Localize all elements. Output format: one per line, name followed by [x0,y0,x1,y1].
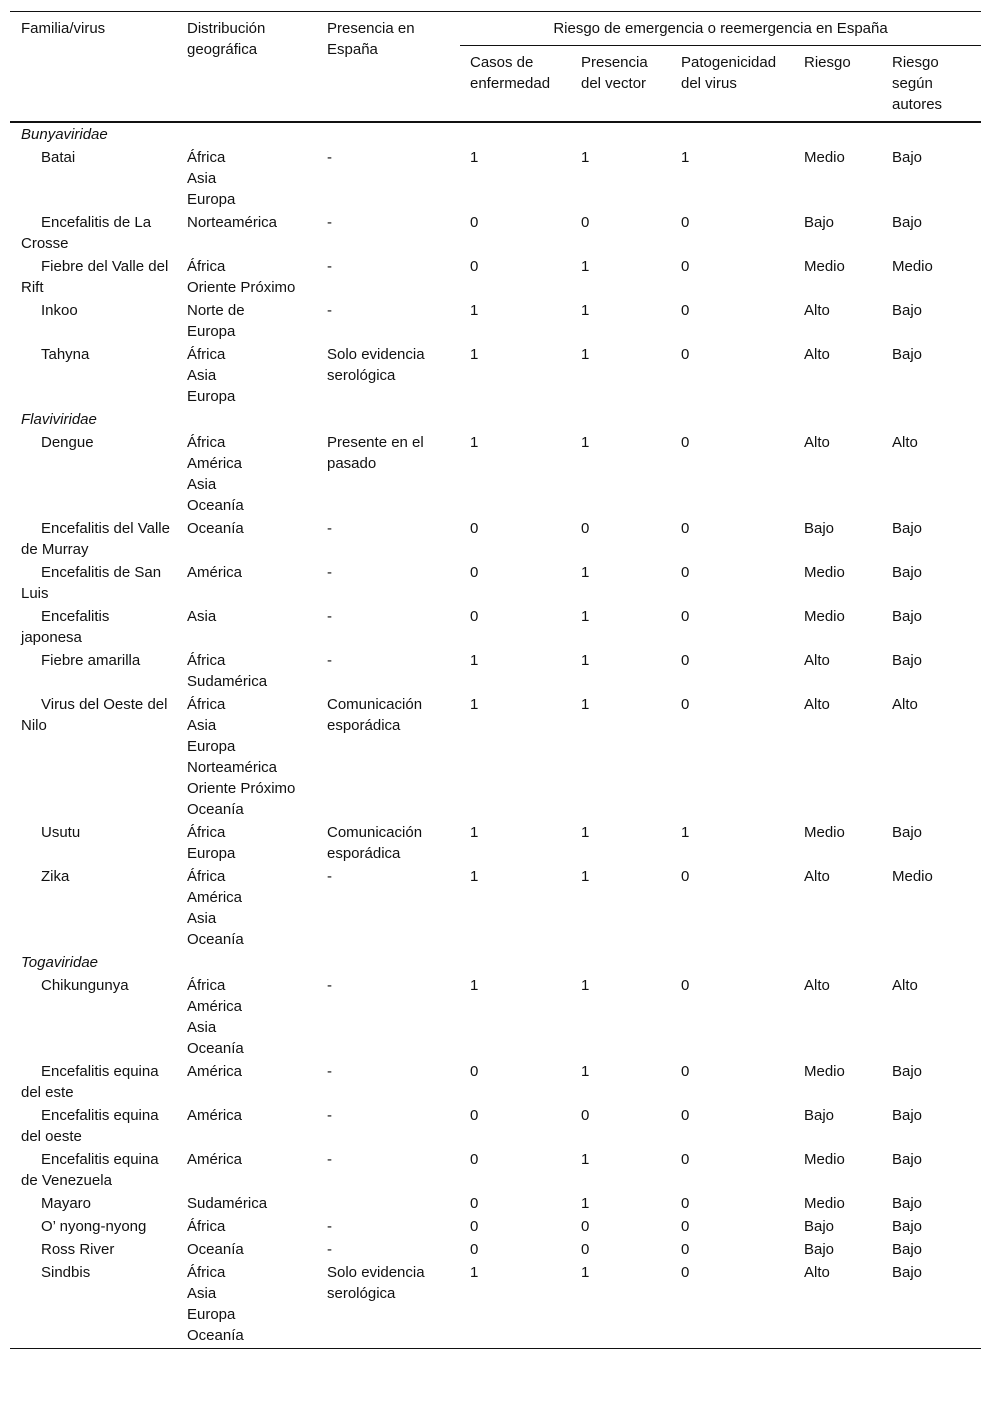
risk-authors-cell: Alto [892,434,918,451]
risk-cell: Alto [804,977,830,994]
distribution-cell [187,256,327,300]
distribution-cell [187,1193,327,1216]
table-row [10,822,981,866]
risk-cell: Bajo [804,520,835,537]
pathogenicity-cell: 0 [681,258,690,275]
cases-cell: 0 [470,564,479,581]
virus-name: Encefalitis de La Crosse [21,214,152,252]
cases-cell: 1 [470,149,479,166]
vector-cell: 0 [581,214,590,231]
presence-cell: - [327,608,332,625]
presence-cell: - [327,1107,332,1124]
region-item: Sudamérica [187,1195,268,1212]
region-item: África [187,977,226,994]
distribution-cell [187,1105,327,1149]
table-row [10,518,981,562]
header-risk-group: Riesgo de emergencia o reemergencia en España [460,12,981,46]
presence-cell: Presente en el pasado [327,434,424,472]
region-item: Europa [187,845,236,862]
table-header [10,12,981,123]
table-row [10,432,981,518]
risk-table-container [10,11,981,1349]
cases-cell: 0 [470,1218,479,1235]
risk-cell: Medio [804,608,845,625]
region-item: Europa [187,738,236,755]
region-item: Oceanía [187,1040,244,1057]
risk-cell: Alto [804,302,830,319]
header-distribution: Distribución geográfica [187,20,266,58]
distribution-cell [187,866,327,952]
virus-name: Batai [41,149,76,166]
distribution-cell [187,975,327,1061]
cases-cell: 1 [470,302,479,319]
cases-cell: 1 [470,824,479,841]
risk-cell: Medio [804,149,845,166]
distribution-cell [187,147,327,212]
region-item: África [187,824,226,841]
vector-cell: 1 [581,564,590,581]
table-row [10,694,981,822]
family-row [10,409,981,432]
header-risk-authors: Riesgo según autores [892,54,943,113]
distribution-cell [187,606,327,650]
cases-cell: 0 [470,1241,479,1258]
region-item: Asia [187,910,217,927]
virus-name: Mayaro [41,1195,92,1212]
risk-authors-cell: Bajo [892,652,923,669]
presence-cell: - [327,520,332,537]
distribution-cell [187,694,327,822]
cases-cell: 0 [470,258,479,275]
pathogenicity-cell: 0 [681,564,690,581]
region-item: América [187,1063,243,1080]
region-item: Oriente Próximo [187,279,296,296]
region-item: América [187,1151,243,1168]
table-row [10,147,981,212]
vector-cell: 1 [581,302,590,319]
region-item: Norteamérica [187,759,278,776]
header-presence: Presencia en España [327,20,415,58]
region-item: Norte de Europa [187,302,245,340]
risk-authors-cell: Bajo [892,1218,923,1235]
vector-cell: 0 [581,520,590,537]
table-row [10,650,981,694]
presence-cell: - [327,258,332,275]
pathogenicity-cell: 0 [681,868,690,885]
cases-cell: 0 [470,608,479,625]
risk-cell: Alto [804,346,830,363]
region-item: Sudamérica [187,673,268,690]
region-item: África [187,1264,226,1281]
cases-cell: 1 [470,346,479,363]
vector-cell: 1 [581,1195,590,1212]
presence-cell: - [327,977,332,994]
risk-authors-cell: Bajo [892,824,923,841]
vector-cell: 1 [581,977,590,994]
risk-cell: Medio [804,1195,845,1212]
header-vector: Presencia del vector [581,54,648,92]
distribution-cell [187,1239,327,1262]
distribution-cell [187,822,327,866]
table-row [10,256,981,300]
region-item: Oriente Próximo [187,780,296,797]
risk-cell: Alto [804,652,830,669]
virus-name: Zika [41,868,70,885]
risk-authors-cell: Bajo [892,608,923,625]
risk-authors-cell: Bajo [892,1151,923,1168]
virus-name: Dengue [41,434,94,451]
distribution-cell [187,300,327,344]
vector-cell: 0 [581,1241,590,1258]
presence-cell [327,1193,460,1216]
pathogenicity-cell: 0 [681,302,690,319]
region-item: Oceanía [187,801,244,818]
distribution-cell [187,1149,327,1193]
cases-cell: 0 [470,1107,479,1124]
virus-name: Fiebre amarilla [41,652,141,669]
region-item: África [187,696,226,713]
table-row [10,1216,981,1239]
vector-cell: 1 [581,608,590,625]
table-row [10,344,981,409]
cases-cell: 1 [470,977,479,994]
pathogenicity-cell: 0 [681,1264,690,1281]
cases-cell: 0 [470,1195,479,1212]
risk-authors-cell: Bajo [892,520,923,537]
pathogenicity-cell: 0 [681,977,690,994]
region-item: Oceanía [187,1241,244,1258]
region-item: Asia [187,717,217,734]
distribution-cell [187,518,327,562]
cases-cell: 1 [470,1264,479,1281]
cases-cell: 1 [470,434,479,451]
cases-cell: 0 [470,520,479,537]
virus-name: Ross River [41,1241,115,1258]
risk-cell: Bajo [804,214,835,231]
pathogenicity-cell: 0 [681,1151,690,1168]
cases-cell: 1 [470,652,479,669]
region-item: África [187,868,226,885]
vector-cell: 1 [581,1063,590,1080]
region-item: África [187,258,226,275]
virus-name: Encefalitis equina del este [21,1063,159,1101]
region-item: Asia [187,170,217,187]
risk-authors-cell: Alto [892,977,918,994]
virus-name: Encefalitis equina de Venezuela [21,1151,159,1189]
distribution-cell [187,1216,327,1239]
pathogenicity-cell: 0 [681,696,690,713]
pathogenicity-cell: 0 [681,434,690,451]
vector-cell: 1 [581,868,590,885]
cases-cell: 0 [470,1063,479,1080]
region-item: Asia [187,1285,217,1302]
pathogenicity-cell: 0 [681,608,690,625]
header-family: Familia/virus [21,20,106,37]
pathogenicity-cell: 0 [681,1241,690,1258]
region-item: África [187,434,226,451]
risk-authors-cell: Bajo [892,1063,923,1080]
region-item: Oceanía [187,931,244,948]
cases-cell: 1 [470,696,479,713]
table-row [10,1061,981,1105]
virus-name: Encefalitis japonesa [21,608,110,646]
region-item: África [187,149,226,166]
risk-authors-cell: Bajo [892,1264,923,1281]
risk-cell: Bajo [804,1218,835,1235]
virus-name: Encefalitis equina del oeste [21,1107,159,1145]
presence-cell: - [327,1151,332,1168]
risk-table [10,11,981,1349]
header-pathogenicity: Patogenicidad del virus [681,54,777,92]
presence-cell: - [327,214,332,231]
distribution-cell [187,562,327,606]
pathogenicity-cell: 0 [681,520,690,537]
distribution-cell [187,1262,327,1349]
region-item: Europa [187,191,236,208]
presence-cell: Solo evidencia serológica [327,346,425,384]
vector-cell: 1 [581,652,590,669]
risk-cell: Medio [804,258,845,275]
region-item: Asia [187,367,217,384]
risk-authors-cell: Alto [892,696,918,713]
risk-cell: Medio [804,1151,845,1168]
virus-name: Encefalitis de San Luis [21,564,162,602]
vector-cell: 1 [581,696,590,713]
region-item: África [187,1218,226,1235]
cases-cell: 1 [470,868,479,885]
risk-authors-cell: Bajo [892,149,923,166]
distribution-cell [187,1061,327,1105]
presence-cell: - [327,868,332,885]
pathogenicity-cell: 0 [681,1195,690,1212]
risk-authors-cell: Medio [892,868,933,885]
virus-name: Inkoo [41,302,78,319]
pathogenicity-cell: 1 [681,149,690,166]
vector-cell: 1 [581,346,590,363]
presence-cell: - [327,564,332,581]
table-row [10,212,981,256]
presence-cell: - [327,149,332,166]
virus-name: Fiebre del Valle del Rift [21,258,169,296]
region-item: Europa [187,388,236,405]
region-item: Norteamérica [187,214,278,231]
region-item: Asia [187,1019,217,1036]
risk-authors-cell: Bajo [892,564,923,581]
risk-authors-cell: Bajo [892,346,923,363]
risk-cell: Alto [804,868,830,885]
distribution-cell [187,212,327,256]
risk-authors-cell: Bajo [892,1195,923,1212]
table-row [10,562,981,606]
vector-cell: 0 [581,1107,590,1124]
vector-cell: 1 [581,434,590,451]
pathogenicity-cell: 0 [681,1063,690,1080]
region-item: América [187,1107,243,1124]
virus-name: O’ nyong-nyong [41,1218,147,1235]
cases-cell: 0 [470,214,479,231]
virus-name: Sindbis [41,1264,91,1281]
pathogenicity-cell: 0 [681,1218,690,1235]
risk-authors-cell: Bajo [892,1107,923,1124]
risk-authors-cell: Bajo [892,1241,923,1258]
risk-authors-cell: Medio [892,258,933,275]
table-row [10,300,981,344]
table-row [10,866,981,952]
presence-cell: - [327,652,332,669]
risk-cell: Alto [804,434,830,451]
region-item: América [187,889,243,906]
risk-cell: Bajo [804,1107,835,1124]
virus-name: Virus del Oeste del Nilo [21,696,168,734]
region-item: Oceanía [187,520,244,537]
table-row [10,606,981,650]
table-body [10,122,981,1349]
virus-name: Encefalitis del Valle de Murray [21,520,170,558]
risk-cell: Alto [804,696,830,713]
risk-cell: Bajo [804,1241,835,1258]
cases-cell: 0 [470,1151,479,1168]
presence-cell: Solo evidencia serológica [327,1264,425,1302]
pathogenicity-cell: 0 [681,214,690,231]
region-item: América [187,455,243,472]
region-item: Asia [187,476,217,493]
region-item: América [187,564,243,581]
risk-authors-cell: Bajo [892,214,923,231]
presence-cell: Comunicación esporádica [327,824,423,862]
distribution-cell [187,650,327,694]
risk-authors-cell: Bajo [892,302,923,319]
table-row [10,1239,981,1262]
region-item: Europa [187,1306,236,1323]
vector-cell: 1 [581,149,590,166]
virus-name: Usutu [41,824,81,841]
header-cases: Casos de enfermedad [470,54,551,92]
region-item: Oceanía [187,497,244,514]
distribution-cell [187,344,327,409]
region-item: Oceanía [187,1327,244,1344]
pathogenicity-cell: 0 [681,652,690,669]
vector-cell: 1 [581,1264,590,1281]
vector-cell: 1 [581,258,590,275]
table-row [10,1105,981,1149]
virus-name: Chikungunya [41,977,129,994]
distribution-cell [187,432,327,518]
pathogenicity-cell: 1 [681,824,690,841]
region-item: África [187,346,226,363]
region-item: América [187,998,243,1015]
risk-cell: Medio [804,824,845,841]
family-row [10,122,981,147]
risk-cell: Medio [804,564,845,581]
region-item: África [187,652,226,669]
vector-cell: 1 [581,824,590,841]
family-name: Bunyaviridae [21,126,108,143]
table-row [10,975,981,1061]
header-risk: Riesgo [804,54,851,71]
risk-cell: Alto [804,1264,830,1281]
region-item: Asia [187,608,217,625]
presence-cell: - [327,1063,332,1080]
presence-cell: - [327,1241,332,1258]
pathogenicity-cell: 0 [681,1107,690,1124]
table-row [10,1193,981,1216]
presence-cell: - [327,1218,332,1235]
family-name: Togaviridae [21,954,98,971]
table-row [10,1262,981,1349]
vector-cell: 1 [581,1151,590,1168]
family-name: Flaviviridae [21,411,97,428]
family-row [10,952,981,975]
presence-cell: - [327,302,332,319]
virus-name: Tahyna [41,346,90,363]
table-row [10,1149,981,1193]
presence-cell: Comunicación esporádica [327,696,423,734]
vector-cell: 0 [581,1218,590,1235]
pathogenicity-cell: 0 [681,346,690,363]
risk-cell: Medio [804,1063,845,1080]
